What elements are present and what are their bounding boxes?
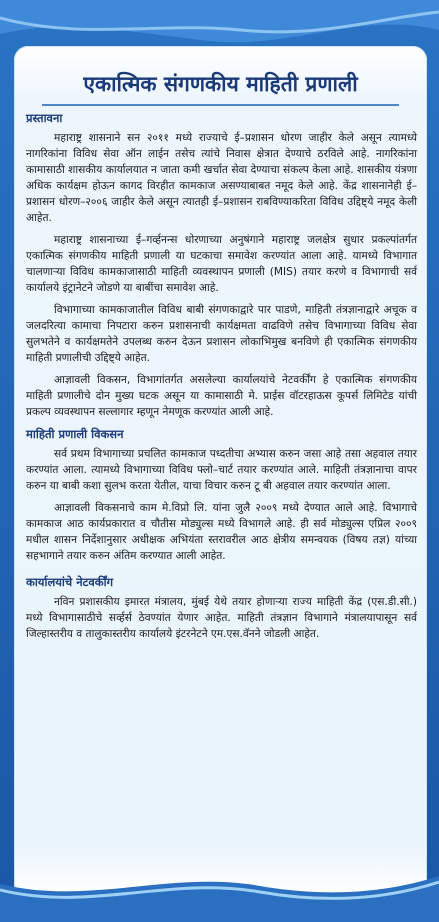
content-panel <box>14 46 427 894</box>
title-divider <box>42 104 399 106</box>
intro-paragraph-4: आज्ञावली विकसन, विभागांतर्गत असलेल्या कार्यालयांचे नेटवर्कींग हे एकात्मिक संगणकीय माहिती प्रणालीचे दोन मुख्य घटक असून या कामासाठी मे. प्राईस वॉटरहाऊस कूपर्स लिमिटेड यांची प्रकल्प व्यवस्थापन सल्लागार म्हणून नेमणूक करण्यांत आली आहे. <box>26 374 417 418</box>
development-paragraph-1: सर्व प्रथम विभागाच्या प्रचलित कामकाज पध्दतीचा अभ्यास करुन जसा आहे तसा अहवाल तयार करण्यांत आला. त्यामध्ये विभागाच्या विविध फ्लो–चार्ट तयार करण्यांत आले. माहिती तंत्रज्ञानाचा वापर करुन या बाबी कशा सुलभ करता येतील, याचा विचार करुन टू बी अहवाल तयार करण्यांत आला. <box>26 448 417 492</box>
development-paragraph-2: आज्ञावली विकसनाचे काम मे.विप्रो लि. यांना जुलै २००९ मध्ये देण्यात आले आहे. विभागाचे कामकाज आठ कार्यप्रकारात व चौतीस मोड्युल्स मध्ये विभागले आहे. ही सर्व मोड्युल्स एप्रिल २००९ मधील शासन निर्देशानुसार अधीक्षक अभियंता स्तरावरील आठ क्षेत्रीय समन्वयक (विषय तज्ञ) यांच्या सहभागाने तयार करुन अंतिम करण्यात आली आहेत. <box>26 502 417 562</box>
networking-paragraph-1: नविन प्रशासकीय इमारत मंत्रालय, मुंबई येथे तयार होणाऱ्या राज्य माहिती केंद्र (एस.डी.सी.) मध्ये विभागासाठीचे सर्व्हर्स ठेवण्यांत येणार आहेत. माहिती तंत्रज्ञान विभागाने मंत्रालयापासून सर्व जिल्हास्तरीय व तालुकास्तरीय कार्यालये इंटरनेटने एम.एस.वॅनने जोडली आहेत. <box>26 596 417 640</box>
article-body <box>26 108 417 648</box>
intro-paragraph-1: महाराष्ट्र शासनाने सन २०११ मध्ये राज्याचे ई–प्रशासन धोरण जाहीर केले असून त्यामध्ये नागरिकांना विविध सेवा ऑन लाईन तसेच त्यांचे निवास क्षेत्रात देण्याचे ठरविले आहे. नागरिकांना कामासाठी शासकीय कार्यालयात न जाता कमी खर्चात सेवा देण्याचा संकल्प केला आहे. शासकीय यंत्रणा अधिक कार्यक्षम होऊन कागद विरहीत कामकाज असण्याबाबत नमूद केले आहे. केंद्र शासनानेही ई–प्रशासन धोरण–२००६ जाहीर केले असून त्यातही ई–प्रशासन राबविण्याकरिता विविध उद्दिष्ट्ये नमूद केली आहेत. <box>26 132 417 224</box>
section-heading-system-development: माहिती प्रणाली विकसन <box>26 427 124 441</box>
intro-paragraph-3: विभागाच्या कामकाजातील विविध बाबी संगणकाद्वारे पार पाडणे, माहिती तंत्रज्ञानाद्वारे अचूक व जलदरित्या कामाचा निपटारा करुन प्रशासनाची कार्यक्षमता वाढविणे तसेच विभागाच्या विविध सेवा सुलभतेने व कार्यक्षमतेने उपलब्ध करुन देऊन प्रशासन लोकाभिमुख बनविणे ही एकात्मिक संगणकीय माहिती प्रणालीची उद्दिष्ट्ये आहेत. <box>26 304 417 364</box>
section-heading-office-networking: कार्यालयांचे नेटवर्कींग <box>26 575 114 589</box>
intro-paragraph-2: महाराष्ट्र शासनाच्या ई–गर्व्हनन्स धोरणाच्या अनुषंगाने महाराष्ट्र जलक्षेत्र सुधार प्रकल्पांतर्गत एकात्मिक संगणकीय माहिती प्रणाली या घटकाचा समावेश करण्यांत आला आहे. यामध्ये विभागात चालणाऱ्या विविध कामकाजासाठी माहिती व्यवस्थापन प्रणाली (MIS) तयार करणे व विभागाची सर्व कार्यालये इंट्रानेटने जोडणे या बाबींचा समावेश आहे. <box>26 234 417 294</box>
section-heading-introduction: प्रस्तावना <box>26 111 63 125</box>
page-title: एकात्मिक संगणकीय माहिती प्रणाली <box>83 72 358 96</box>
bottom-wave-decoration <box>0 862 439 922</box>
